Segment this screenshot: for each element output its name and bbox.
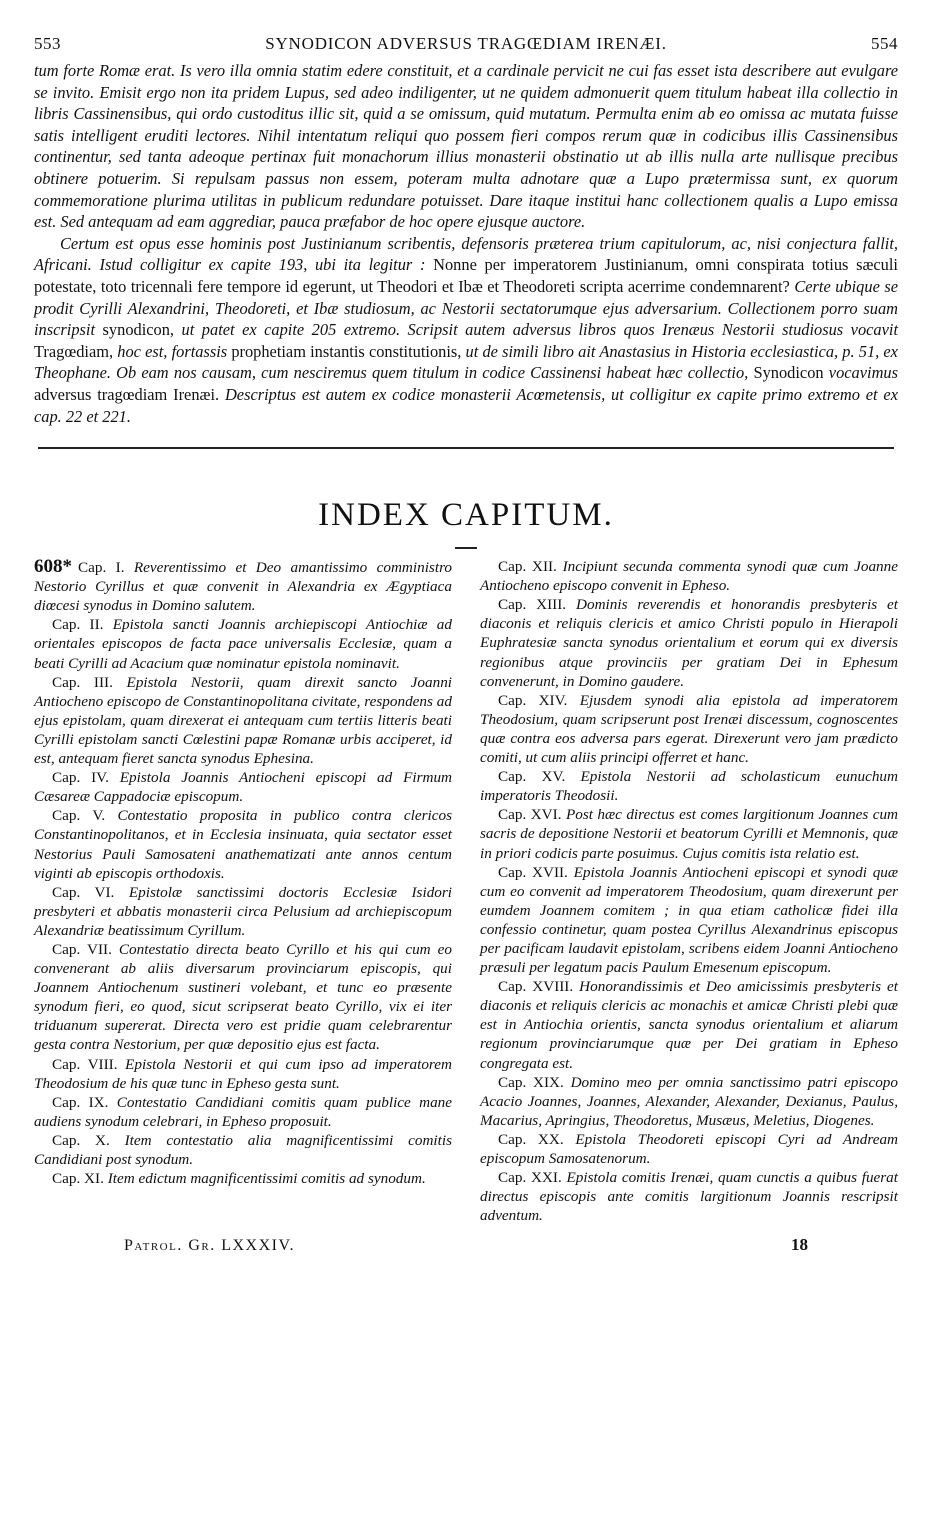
chapter-number: Cap. IV. (52, 769, 109, 787)
chapter-number: Cap. II. (52, 616, 104, 634)
index-entry (480, 863, 898, 978)
chapter-title: Epistolæ sanctissimi doctoris Ecclesiæ Isidori presbyteri et abbatis monasterii circa Pelusium ad archiepiscopum Alexandriæ beatissimum Cyrillum. (34, 883, 453, 939)
chapter-number: Cap. XII. (498, 558, 557, 576)
index-entry (480, 1168, 898, 1225)
chapter-title: Epistola Joannis Antiocheni episcopi ad Firmum Cæsareæ Cappadociæ episcopum. (34, 769, 453, 806)
chapter-number: Cap. XV. (498, 768, 566, 786)
chapter-title: Contestatio Candidiani comitis quam publice mane audiens synodum celebrari, in Epheso proposuit. (34, 1093, 452, 1130)
index-entry (34, 615, 452, 672)
chapter-number: Cap. XIII. (498, 596, 567, 614)
chapter-title: Incipiunt secunda commenta synodi quæ cum Joanne Antiocheno episcopo convenit in Epheso. (480, 558, 898, 595)
quotation: Nonne per imperatorem Justinianum, omni conspirata totius sæculi potestate, toto tricennali fere tempore id egerunt, ut Theodori et Ibæ et Theodoreti scripta acerrime condemnarent? (34, 255, 898, 296)
preface-paragraph-1: tum forte Romæ erat. Is vero illa omnia statim edere constituit, et a cardinale pervicit ne cui fas esset ista describere aut evulgare se invito. Emisit ergo non ita pridem Lupus, sed adeo indiligenter, ut ne quidem admonuerit quem titulum habeat illa collectio in libris Cassinensibus, qui ordo custoditus illic sit, quid a se omissum, quid mutatum. Permulta enim ab eo omissa ac mutata fuisse satis intelligent eruditi lectores. Nihil intentatum reliqui quo possem fieri compos rerum quæ in codicibus illis Cassinensibus continentur, sed tanta adeoque pertinax fuit monachorum illius monasterii obstinatio ut ab illis nulla arte nullisque precibus obtinere potuerim. Si repulsam passus non essem, poteram multa adnotare quæ a Lupo prætermissa sunt, ex quorum commemoratione plurima utilitas in publicum redundare potuisset. Dare itaque institui hanc collectionem qualis a Lupo emissa est. Sed antequam ad eam aggrediar, pauca præfabor de hoc opere ejusque auctore. (34, 61, 898, 232)
left-page-number: 553 (34, 34, 61, 53)
index-entry (34, 1131, 452, 1169)
text-span: ut de simili libro ait Anastasius in Historia ecclesiastica, p. 51, ex Theophane. Ob eam nos causam, cum nesciremus quem titulum in codice Cassinensi habeat hæc collectio, (34, 341, 898, 383)
preface-paragraph-2 (34, 233, 898, 427)
chapter-title: Epistola Joannis Antiocheni episcopi et synodi quæ cum eo convenit ad imperatorem Theodosium, quam direxerunt per eumdem Joannem comitem ; in qua etiam catholicæ fidei illa confessio continetur, quam postea Cyrillus Alexandrinus episcopus per pacificam laudavit epistolam, scribens eidem Joanni Antiocheno præsuli per legatum pacis Paulum Emesenum episcopum. (480, 863, 899, 977)
chapter-number: Cap. XIV. (498, 691, 568, 709)
chapter-title: Dominis reverendis et honorandis presbyteris et diaconis et reliquis clericis et amico Christi populo in Hierapoli Euphratesiæ sancta synodus orientalium et eorum qui ex diversis regionibus atque provinciis per gratiam Dei in Ephesum convenerunt, in Domino gaudere. (480, 596, 899, 690)
chapter-title: Epistola Nestorii et qui cum ipso ad imperatorem Theodosium de his quæ tunc in Epheso gesta sunt. (34, 1055, 452, 1092)
text-span: Certum est opus esse hominis post Justinianum scribentis, defensoris præterea trium capitulorum, ac, nisi conjectura fallit, Africani. Istud colligitur ex capite 193, ubi ita legitur : (34, 233, 898, 275)
index-entry (34, 673, 452, 768)
index-entry (34, 806, 452, 882)
text-span: ut patet ex capite 205 extremo. Scripsit autem adversus libros quos Irenæus Nestorii studiosus vocavit (181, 320, 898, 340)
index-entry (34, 1055, 452, 1093)
chapter-number: Cap. XVIII. (498, 978, 574, 996)
chapter-number: Cap. VI. (52, 883, 115, 901)
right-column (480, 557, 898, 1225)
right-page-number: 554 (870, 34, 898, 53)
index-entry (480, 691, 898, 767)
text-span: Synodicon (753, 363, 824, 383)
index-entry (34, 883, 452, 940)
chapter-title: Post hæc directus est comes largitionum Joannes cum sacris de depositione Nestorii et beatorum Cyrilli et Memnonis, quæ in priori codicis parte posuimus. Cujus comitis ista relatio est. (480, 806, 899, 862)
chapter-title: Domino meo per omnia sanctissimo patri episcopo Acacio Joannes, Joannes, Alexander, Alexander, Dexianus, Paulus, Macarius, Apringius, Theodoretus, Musæus, Meletius, Diogenes. (480, 1073, 898, 1129)
chapter-number: Cap. XVII. (498, 863, 568, 881)
index-entry (34, 940, 452, 1055)
chapter-title: Honorandissimis et Deo amicissimis presbyteris et diaconis et reliquis clericis ac monachis et amicæ Christi plebi quæ est in Antiochia orientis, sancta synodus orientalium et aliarum regionum provinciarumque quæ per Dei gratiam in Epheso congregata est. (480, 978, 898, 1072)
chapter-number: Cap. VIII. (52, 1055, 118, 1073)
index-columns (34, 557, 898, 1225)
chapter-title: Epistola Theodoreti episcopi Cyri ad Andream episcopum Samosatenorum. (480, 1130, 899, 1167)
text-span: hoc est, fortassis (117, 341, 228, 361)
section-divider (38, 447, 894, 449)
chapter-number: Cap. V. (52, 807, 106, 825)
chapter-number: Cap. III. (52, 673, 113, 691)
index-entry (480, 977, 898, 1072)
text-span: vocavimus (828, 363, 898, 383)
index-heading: INDEX CAPITUM. (318, 497, 614, 534)
index-entry (480, 557, 898, 595)
text-span: adversus tragœdiam Irenæi. (34, 384, 220, 404)
index-entry (480, 805, 898, 862)
text-span: Descriptus est autem ex codice monasterii Acœmetensis, ut colligitur ex capite primo extremo et ex cap. 22 et 221. (34, 384, 898, 426)
text-span: Certe ubique se prodit Cyrilli Alexandrini, Theodoreti, et Ibæ studiosum, ac Nestorii sectatorumque ejus adversarium. Collectionem porro suam inscripsit (34, 276, 898, 340)
footer-signature: Patrol. Gr. LXXXIV. (124, 1237, 295, 1255)
index-entry (34, 768, 452, 806)
chapter-number: Cap. XXI. (498, 1169, 562, 1187)
index-entry (480, 595, 898, 690)
chapter-title: Epistola sancti Joannis archiepiscopi Antiochiæ ad orientales episcopos de facta pace universalis Ecclesiæ, quam a beati Cyrilli ad Acacium quæ nominatur epistola nominavit. (34, 616, 452, 672)
index-entry (480, 1073, 898, 1130)
chapter-number: Cap. I. (78, 559, 125, 577)
sheet-number: 18 (791, 1235, 808, 1255)
text-span: Tragœdiam, (34, 341, 114, 361)
index-entry (480, 767, 898, 805)
preface-text (34, 60, 898, 427)
text-span: prophetiam instantis constitutionis, (231, 341, 462, 361)
chapter-title: Contestatio directa beato Cyrillo et his qui cum eo convenerant ab aliis diversarum provinciarum episcopis, qui Joannem Antiochenum sustineri volebant, et tunc eo præsente synodum fieri, eo quod, sicut scripserat beato Cyrillo, vix ei iter triduanum supererat. Directa vero est pridie quam celebrarentur gesta contra Nestorium, per quæ depositio ejus est facta. (34, 940, 452, 1054)
index-entry (480, 1130, 898, 1168)
chapter-number: Cap. IX. (52, 1093, 109, 1111)
chapter-title: Ejusdem synodi alia epistola ad imperatorem Theodosium, quam scripserunt post Irenæi discessum, cognoscentes quæ contra eos adversa pars egerat. Direxerunt vero jam prædicto comiti, ut cum aliis principi offerret et hanc. (480, 691, 899, 767)
left-column (34, 557, 452, 1225)
running-title: SYNODICON ADVERSUS TRAGŒDIAM IRENÆI. (265, 34, 667, 53)
running-header (34, 34, 898, 60)
chapter-number: Cap. XX. (498, 1130, 564, 1148)
heading-underline (455, 547, 477, 549)
chapter-title: Epistola Nestorii, quam direxit sancto Joanni Antiocheno episcopo de Constantinopolitana civitate, respondens ad ejus epistolam, quam direxerat ei antequam cum tertiis litteris beati Cyrilli epistolam sancti Cœlestini papæ Romanæ urbis acciperet, id est, antequam fieret sancta synodus Ephesina. (34, 673, 453, 768)
chapter-title: Contestatio proposita in publico contra clericos Constantinopolitanos, et in Ecclesia insinuata, quia sectator esset Nestorius Pauli Samosateni anathematizati ante annos centum viginti ab episcopis orthodoxis. (34, 807, 452, 882)
chapter-number: Cap. X. (52, 1131, 110, 1149)
chapter-number: Cap. XIX. (498, 1073, 564, 1091)
column-number: 608* (34, 556, 72, 578)
index-entry (34, 557, 452, 615)
chapter-title: Reverentissimo et Deo amantissimo comministro Nestorio Cyrillus et quæ convenit in Alexandria ex Ægyptiaca diœcesi synodus in Domino salutem. (34, 559, 453, 615)
page-footer (34, 1235, 898, 1255)
chapter-title: Epistola comitis Irenæi, quam cunctis a quibus fuerat directus episcopis ante comitis largitionum Joannis rescripsit adventum. (480, 1169, 898, 1225)
index-entry (34, 1169, 452, 1188)
page (34, 34, 898, 1255)
chapter-number: Cap. XVI. (498, 806, 562, 824)
chapter-title: Item edictum magnificentissimi comitis ad synodum. (107, 1170, 426, 1188)
chapter-number: Cap. VII. (52, 940, 112, 958)
index-entry (34, 1093, 452, 1131)
chapter-title: Item contestatio alia magnificentissimi comitis Candidiani post synodum. (34, 1131, 452, 1168)
text-span: synodicon, (102, 320, 175, 340)
chapter-title: Epistola Nestorii ad scholasticum eunuchum imperatoris Theodosii. (480, 768, 898, 805)
chapter-number: Cap. XI. (52, 1170, 104, 1188)
